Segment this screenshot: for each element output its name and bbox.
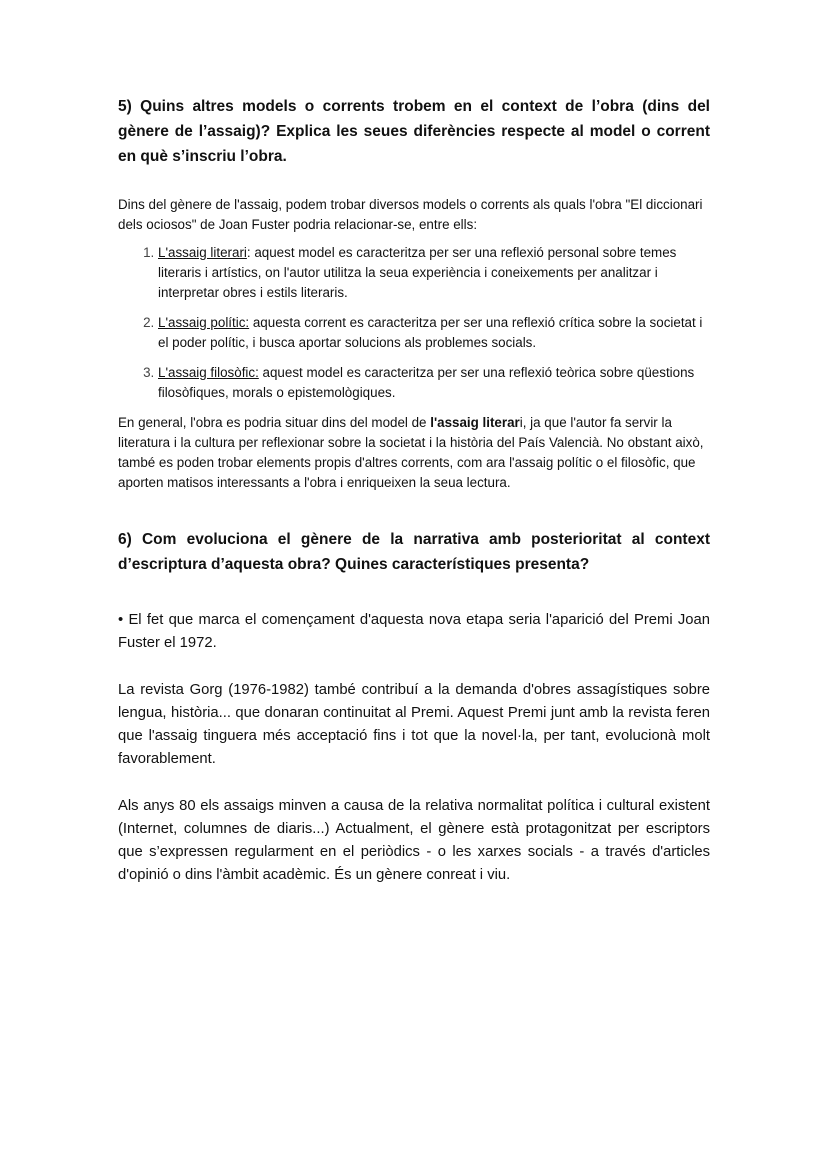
models-list [118, 243, 710, 403]
question-5-intro: Dins del gènere de l'assaig, podem trobar diversos models o corrents als quals l'obra "El diccionari dels ociosos" de Joan Fuster podria relacionar-se, entre ells: [118, 197, 703, 232]
conclusion-text-end: i, ja que l'autor fa servir la literatura i la cultura per reflexionar sobre la societat i la història del País Valencià. No obstant això, també es poden trobar elements propis d'altres corrents, com ara l'assaig polític o el filosòfic, que aporten matisos interessants a l'obra i enriqueixen la seua lectura. [118, 415, 704, 490]
question-6-eighties-paragraph: Als anys 80 els assaigs minven a causa de la relativa normalitat política i cultural existent (Internet, columnes de diaris...) Actualment, el gènere està protagonitzat per escriptors que s’expressen regularment en el periòdics - o les xarxes socials - a través d'articles d'opinió o dins l'àmbit acadèmic. És un gènere conreat i viu. [118, 798, 710, 883]
conclusion-bold-term: l'assaig literar [430, 415, 520, 430]
list-item [158, 313, 710, 353]
question-5-heading: 5) Quins altres models o corrents trobem en el context de l’obra (dins del gènere de l’assaig)? Explica les seues diferències respecte al model o corrent en què s’inscriu l’obra. [118, 98, 710, 165]
model-term: L'assaig polític: [158, 315, 250, 330]
model-description: : aquest model es caracteritza per ser una reflexió personal sobre temes literaris i artístics, on l'autor utilitza la seua experiència i coneixements per analitzar i interpretar obres i estils literaris. [158, 245, 677, 300]
question-6-gorg-paragraph: La revista Gorg (1976-1982) també contribuí a la demanda d'obres assagístiques sobre lengua, història... que donaran continuitat al Premi. Aquest Premi junt amb la revista feren que l'assaig tinguera més acceptació fins i tot que la novel·la, per tant, evolucionà molt favorablement. [118, 682, 710, 767]
conclusion-text-start: En general, l'obra es podria situar dins del model de [118, 415, 431, 430]
list-item [158, 363, 710, 403]
model-term: L'assaig filosòfic: [158, 365, 259, 380]
model-term: L'assaig literari [158, 245, 247, 260]
question-6-heading: 6) Com evoluciona el gènere de la narrativa amb posterioritat al context d’escriptura d’aquesta obra? Quines característiques presenta? [118, 531, 710, 573]
question-5-conclusion [118, 413, 710, 493]
model-description: aquest model es caracteritza per ser una reflexió teòrica sobre qüestions filosòfiques, morals o epistemològiques. [158, 365, 695, 400]
question-6-bullet: • El fet que marca el començament d'aquesta nova etapa seria l'aparició del Premi Joan Fuster el 1972. [118, 612, 710, 651]
list-item [158, 243, 710, 303]
model-description: aquesta corrent es caracteritza per ser una reflexió crítica sobre la societat i el poder polític, i busca aportar solucions als problemes socials. [158, 315, 703, 350]
